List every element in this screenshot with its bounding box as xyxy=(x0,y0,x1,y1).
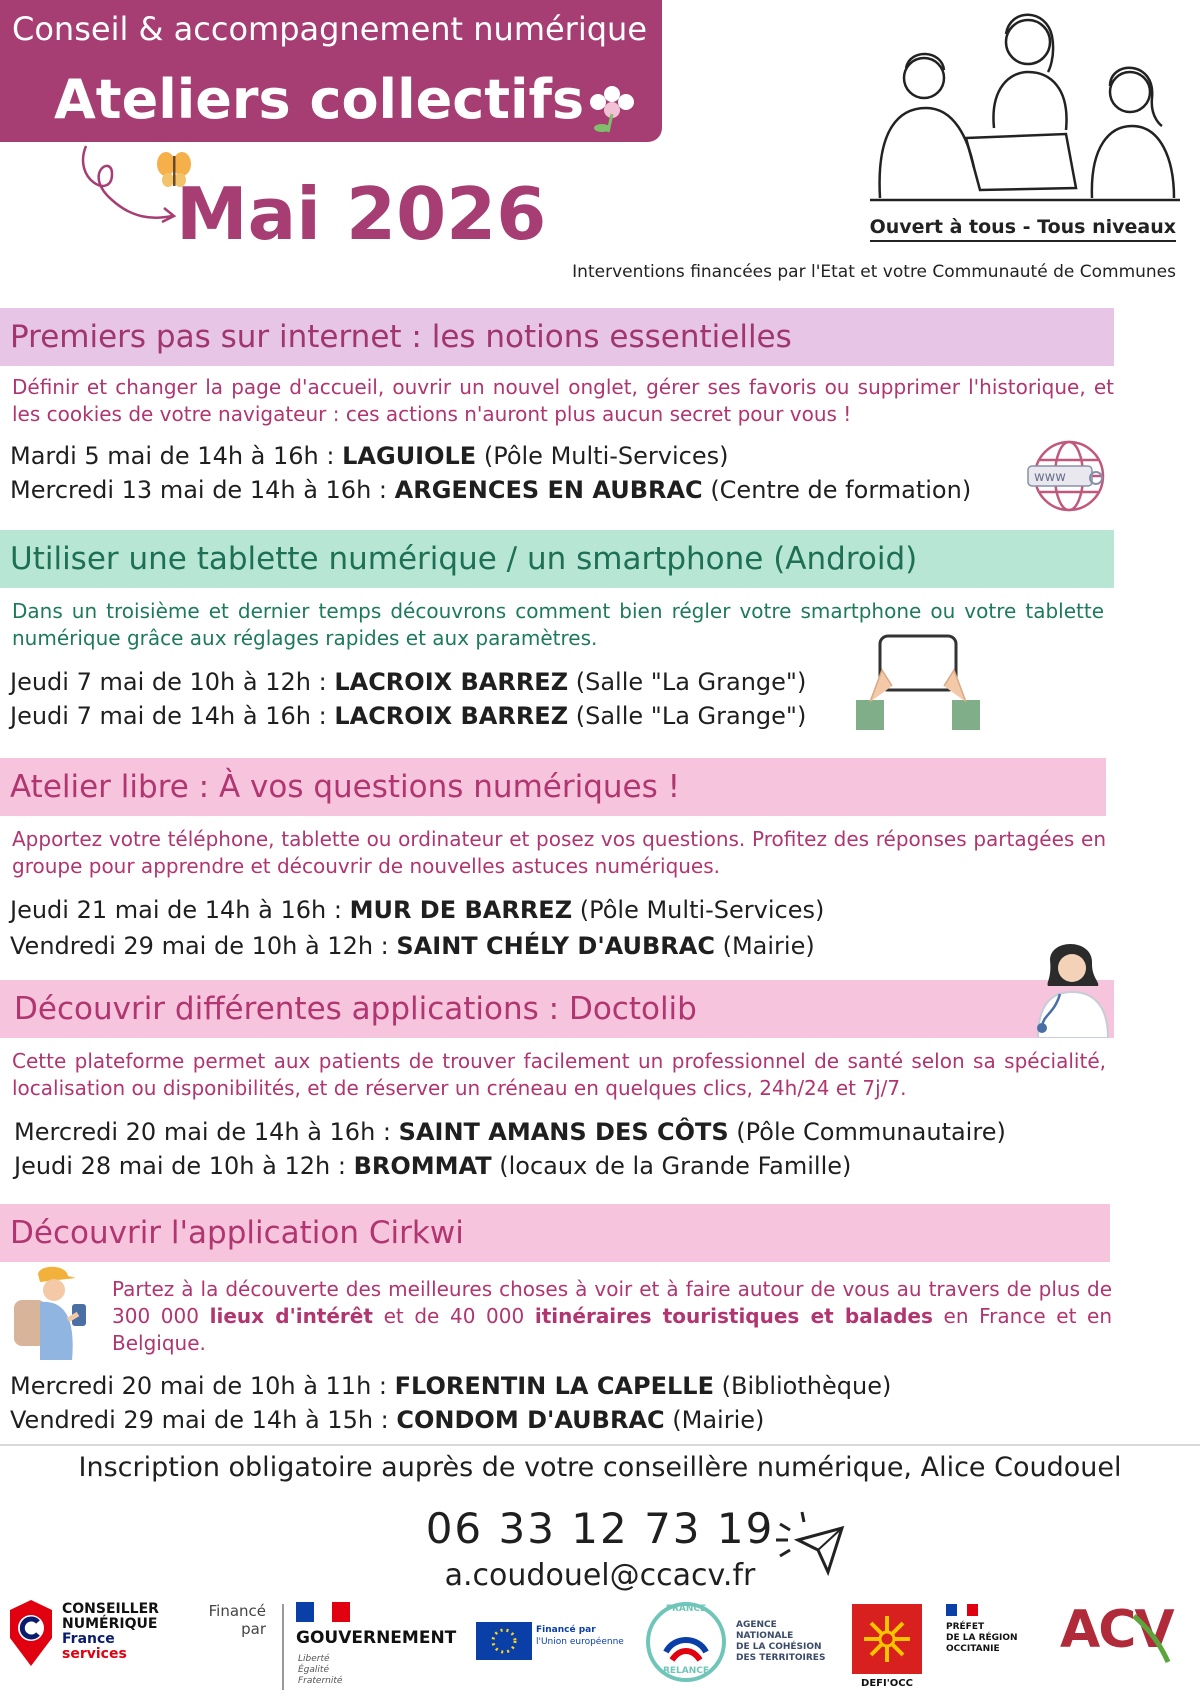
acv-logo: ACV xyxy=(1060,1600,1173,1660)
section-description-doctolib: Cette plateforme permet aux patients de trouver facilement un professionnel de santé selon sa spécialité, localisation ou disponibilités, et de réserver un créneau en quelques clics, 24h/24 et 7j/7. xyxy=(12,1049,1106,1100)
french-flag-icon xyxy=(296,1602,350,1622)
defi-occ-logo-icon xyxy=(852,1604,922,1674)
motto-line: Liberté xyxy=(298,1654,330,1664)
section-title-tablet: Utiliser une tablette numérique / un smartphone (Android) xyxy=(0,530,1114,588)
logo-line: DE LA RÉGION xyxy=(946,1633,1018,1643)
session-detail: (Mairie) xyxy=(672,1406,765,1434)
logo-line: l'Union européenne xyxy=(536,1637,624,1647)
logo-line: OCCITANIE xyxy=(946,1644,1000,1654)
globe-www-icon xyxy=(1024,436,1114,516)
session-detail: (Salle "La Grange") xyxy=(575,668,807,696)
session-when: Vendredi 29 mai de 14h à 15h : xyxy=(10,1406,389,1434)
session-detail: (Pôle Multi-Services) xyxy=(483,442,729,470)
session-detail: (Bibliothèque) xyxy=(721,1372,892,1400)
session-detail: (Mairie) xyxy=(722,932,815,960)
people-laptop-illustration xyxy=(870,8,1186,204)
section-description-atelier-libre: Apportez votre téléphone, tablette ou ordinateur et posez vos questions. Profitez des réponses partagées en groupe pour apprendre et découvrir de nouvelles astuces numériques. xyxy=(12,827,1106,878)
logo-line: services xyxy=(62,1646,127,1662)
logo-line: AGENCE xyxy=(736,1620,777,1630)
cnfs-logo-icon xyxy=(8,1598,54,1668)
session-row xyxy=(10,476,971,504)
funding-note: Interventions financées par l'Etat et votre Communauté de Communes xyxy=(572,262,1176,282)
logo-line: France xyxy=(62,1631,115,1647)
svg-text:www: www xyxy=(1034,470,1066,485)
header-title: Ateliers collectifs xyxy=(54,68,585,131)
session-detail: (Pôle Communautaire) xyxy=(736,1118,1006,1146)
motto-line: Égalité xyxy=(298,1665,329,1675)
logo-line: NUMÉRIQUE xyxy=(62,1616,158,1632)
session-row xyxy=(10,1372,891,1400)
session-row xyxy=(10,668,806,696)
session-detail: (Salle "La Grange") xyxy=(575,702,807,730)
anct-logo-text xyxy=(736,1620,825,1664)
description-part: en France et en Belgique. xyxy=(112,1304,1113,1355)
session-row xyxy=(10,1406,764,1434)
session-when: Jeudi 7 mai de 10h à 12h : xyxy=(10,668,327,696)
session-place: FLORENTIN LA CAPELLE xyxy=(394,1372,714,1400)
session-when: Mardi 5 mai de 14h à 16h : xyxy=(10,442,335,470)
prefet-flag-icon xyxy=(946,1604,978,1616)
footer-divider xyxy=(0,1444,1200,1446)
session-place: SAINT AMANS DES CÔTS xyxy=(398,1118,729,1146)
session-place: ARGENCES EN AUBRAC xyxy=(394,476,703,504)
email-link[interactable]: a.coudouel@ccacv.fr xyxy=(444,1558,756,1593)
eu-flag-icon xyxy=(476,1622,532,1660)
header-subtitle: Conseil & accompagnement numérique xyxy=(12,10,647,48)
logo-line: PRÉFET xyxy=(946,1622,985,1632)
phone-number-link[interactable]: 06 33 12 73 19 xyxy=(425,1504,775,1553)
motto-line: Fraternité xyxy=(298,1676,343,1686)
tablet-hands-icon xyxy=(856,630,980,730)
cnfs-logo-text xyxy=(62,1602,159,1662)
section-title-internet: Premiers pas sur internet : les notions essentielles xyxy=(0,308,1114,366)
description-part-bold: lieux d'intérêt xyxy=(209,1304,373,1328)
acv-logo-swoosh-icon xyxy=(1064,1610,1174,1670)
prefet-logo-text xyxy=(946,1622,1018,1655)
session-when: Mercredi 20 mai de 14h à 16h : xyxy=(14,1118,392,1146)
session-place: BROMMAT xyxy=(353,1152,492,1180)
session-when: Jeudi 7 mai de 14h à 16h : xyxy=(10,702,327,730)
session-when: Jeudi 21 mai de 14h à 16h : xyxy=(10,896,342,924)
relance-logo-text-top: FRANCE xyxy=(665,1604,707,1614)
defi-occ-logo-text: DEFI'OCC xyxy=(861,1678,913,1689)
session-detail: (Centre de formation) xyxy=(710,476,972,504)
section-title-doctolib: Découvrir différentes applications : Doctolib xyxy=(0,980,1114,1038)
session-when: Mercredi 20 mai de 10h à 11h : xyxy=(10,1372,388,1400)
description-part: et de 40 000 xyxy=(372,1304,535,1328)
session-when: Mercredi 13 mai de 14h à 16h : xyxy=(10,476,388,504)
inscription-note: Inscription obligatoire auprès de votre conseillère numérique, Alice Coudouel xyxy=(78,1452,1122,1483)
session-row xyxy=(10,442,728,470)
section-description-tablet: Dans un troisième et dernier temps découvrons comment bien régler votre smartphone ou votre tablette numérique grâce aux réglages rapides et aux paramètres. xyxy=(12,599,1104,650)
session-row xyxy=(10,702,806,730)
session-place: LACROIX BARREZ xyxy=(334,702,569,730)
session-detail: (locaux de la Grande Famille) xyxy=(499,1152,852,1180)
relance-logo-text-bottom: RELANCE xyxy=(662,1666,710,1676)
section-description-internet: Définir et changer la page d'accueil, ouvrir un nouvel onglet, gérer ses favoris ou supprimer l'historique, et les cookies de votre navigateur : ces actions n'auront plus aucun secret pour vous ! xyxy=(12,375,1114,426)
section-description-cirkwi xyxy=(112,1276,1112,1357)
section-title-atelier-libre: Atelier libre : À vos questions numériques ! xyxy=(0,758,1106,816)
session-detail: (Pôle Multi-Services) xyxy=(579,896,825,924)
description-part-bold: itinéraires touristiques et balades xyxy=(534,1304,933,1328)
open-note: Ouvert à tous - Tous niveaux xyxy=(870,216,1176,242)
description-part: Partez à la découverte des meilleures choses à voir et à faire autour de vous au travers de plus de 300 000 xyxy=(112,1277,1112,1328)
logo-line: DES TERRITOIRES xyxy=(736,1653,826,1663)
session-place: LAGUIOLE xyxy=(342,442,477,470)
session-when: Jeudi 28 mai de 10h à 12h : xyxy=(14,1152,346,1180)
session-when: Vendredi 29 mai de 10h à 12h : xyxy=(10,932,389,960)
hiker-icon xyxy=(10,1264,96,1364)
logo-divider xyxy=(282,1604,284,1690)
month-title: Mai 2026 xyxy=(176,172,547,256)
logo-line: NATIONALE xyxy=(736,1631,794,1641)
session-row xyxy=(10,932,815,960)
session-place: MUR DE BARREZ xyxy=(349,896,573,924)
logo-line: CONSEILLER xyxy=(62,1601,159,1617)
eu-logo-text xyxy=(536,1624,624,1648)
financed-by-label: Financé par xyxy=(208,1602,266,1638)
doctor-icon xyxy=(1030,934,1114,1038)
session-place: SAINT CHÉLY D'AUBRAC xyxy=(396,932,715,960)
session-row xyxy=(10,896,824,924)
flower-icon xyxy=(578,80,648,136)
gouvernement-motto xyxy=(298,1654,342,1687)
session-place: CONDOM D'AUBRAC xyxy=(396,1406,665,1434)
logo-line: Financé par xyxy=(536,1625,596,1635)
session-place: LACROIX BARREZ xyxy=(334,668,569,696)
gouvernement-logo-text: GOUVERNEMENT xyxy=(296,1628,457,1648)
logo-line: DE LA COHÉSION xyxy=(736,1642,822,1652)
section-title-cirkwi: Découvrir l'application Cirkwi xyxy=(0,1204,1110,1262)
session-row xyxy=(14,1118,1006,1146)
session-row xyxy=(14,1152,851,1180)
